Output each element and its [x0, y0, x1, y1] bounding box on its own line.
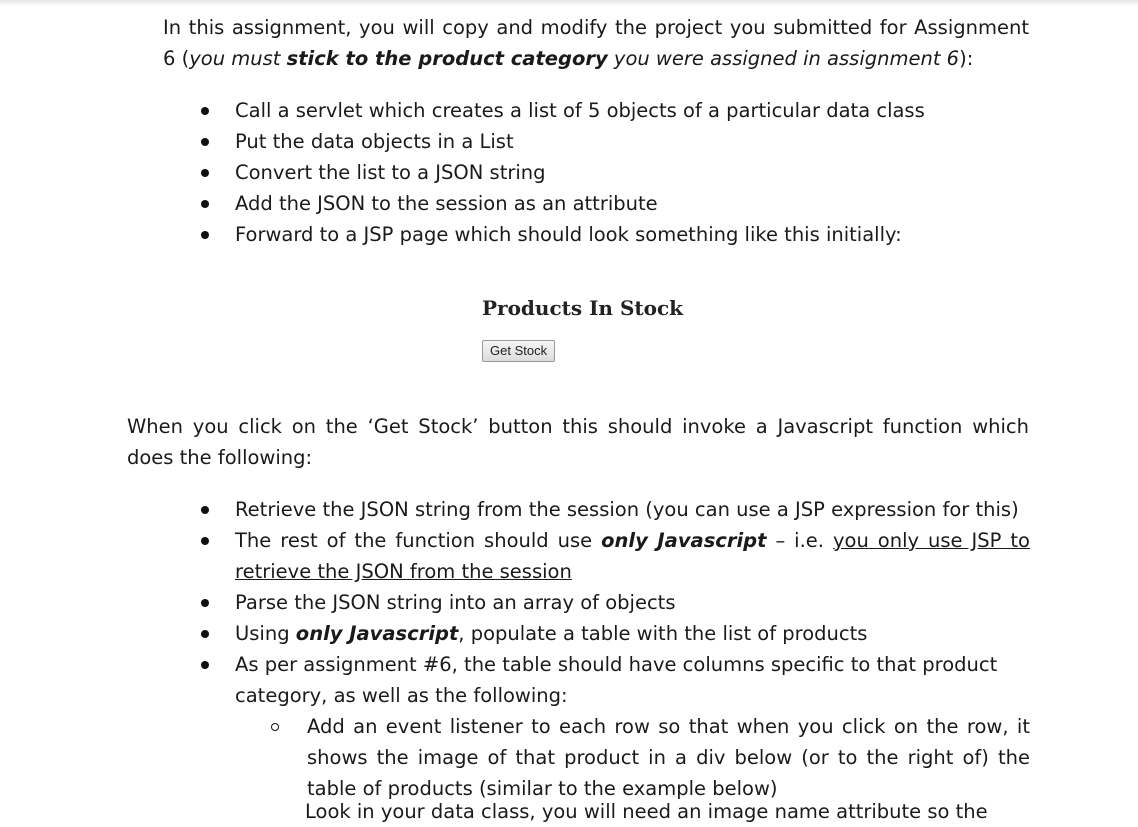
- list-item-text: Forward to a JSP page which should look something like this initially:: [235, 223, 902, 246]
- list-item: [196, 587, 1030, 618]
- sub-list-item: [235, 711, 1030, 804]
- sub-list: [235, 711, 1030, 804]
- bullet-icon: [201, 231, 209, 239]
- list-item-text: Retrieve the JSON string from the session (you can use a JSP expression for this): [235, 498, 1019, 521]
- click-paragraph: When you click on the ‘Get Stock’ button this should invoke a Javascript function which does the following:: [127, 415, 1029, 469]
- intro-italic-text: you must: [189, 47, 287, 70]
- cutoff-line: [305, 800, 1025, 823]
- bullet-icon: [201, 506, 209, 514]
- bullet-icon: [201, 138, 209, 146]
- cutoff-line-text: Look in your data class, you will need an image name attribute so the: [305, 800, 988, 823]
- list-item-text: Convert the list to a JSON string: [235, 161, 546, 184]
- list-item-text: – i.e.: [766, 529, 833, 552]
- intro-suffix: ):: [959, 47, 974, 70]
- intro-emphasis: stick to the product category: [286, 47, 608, 70]
- get-stock-button[interactable]: Get Stock: [482, 340, 555, 362]
- bullet-icon: [201, 661, 209, 669]
- intro-text: In this assignment, you will copy and modify the project you submitted for Assignment 6 (: [163, 16, 1029, 70]
- list-item: [196, 188, 1030, 219]
- bullet-icon: [201, 107, 209, 115]
- intro-paragraph: [163, 12, 1029, 74]
- list-item-text: Parse the JSON string into an array of objects: [235, 591, 676, 614]
- list-item-text: Put the data objects in a List: [235, 130, 514, 153]
- function-steps-list: [196, 494, 1030, 804]
- list-item-text: Call a servlet which creates a list of 5 objects of a particular data class: [235, 99, 925, 122]
- list-item-text: As per assignment #6, the table should have columns specific to that product category, as well as the following:: [235, 653, 998, 707]
- list-item-text: The rest of the function should use: [235, 529, 602, 552]
- list-item: [196, 219, 1030, 250]
- bullet-icon: [201, 169, 209, 177]
- bullet-icon: [201, 200, 209, 208]
- list-item-emphasis: only Javascript: [295, 622, 459, 645]
- figure-title: Products In Stock: [482, 296, 683, 320]
- list-item: [196, 95, 1030, 126]
- list-item-text: Add the JSON to the session as an attribute: [235, 192, 658, 215]
- list-item: [196, 157, 1030, 188]
- list-item: [196, 126, 1030, 157]
- servlet-steps-list: [196, 95, 1030, 250]
- list-item-text: , populate a table with the list of products: [458, 622, 868, 645]
- list-item: [196, 494, 1030, 525]
- bullet-icon: [201, 537, 209, 545]
- bullet-icon: [201, 630, 209, 638]
- intro-italic-text-2: you were assigned in assignment 6: [607, 47, 960, 70]
- list-item-text: Using: [235, 622, 296, 645]
- list-item: [196, 618, 1030, 649]
- list-item: [196, 525, 1030, 587]
- list-item: [196, 649, 1030, 804]
- list-item-underlined: you only use JSP to retrieve the JSON from the session: [235, 529, 1030, 583]
- list-item-emphasis: only Javascript: [601, 529, 767, 552]
- bullet-icon: [201, 599, 209, 607]
- hollow-bullet-icon: [271, 723, 279, 731]
- sub-list-item-text: Add an event listener to each row so that when you click on the row, it shows the image of that product in a div below (or to the right of) the table of products (similar to the example below): [307, 715, 1030, 800]
